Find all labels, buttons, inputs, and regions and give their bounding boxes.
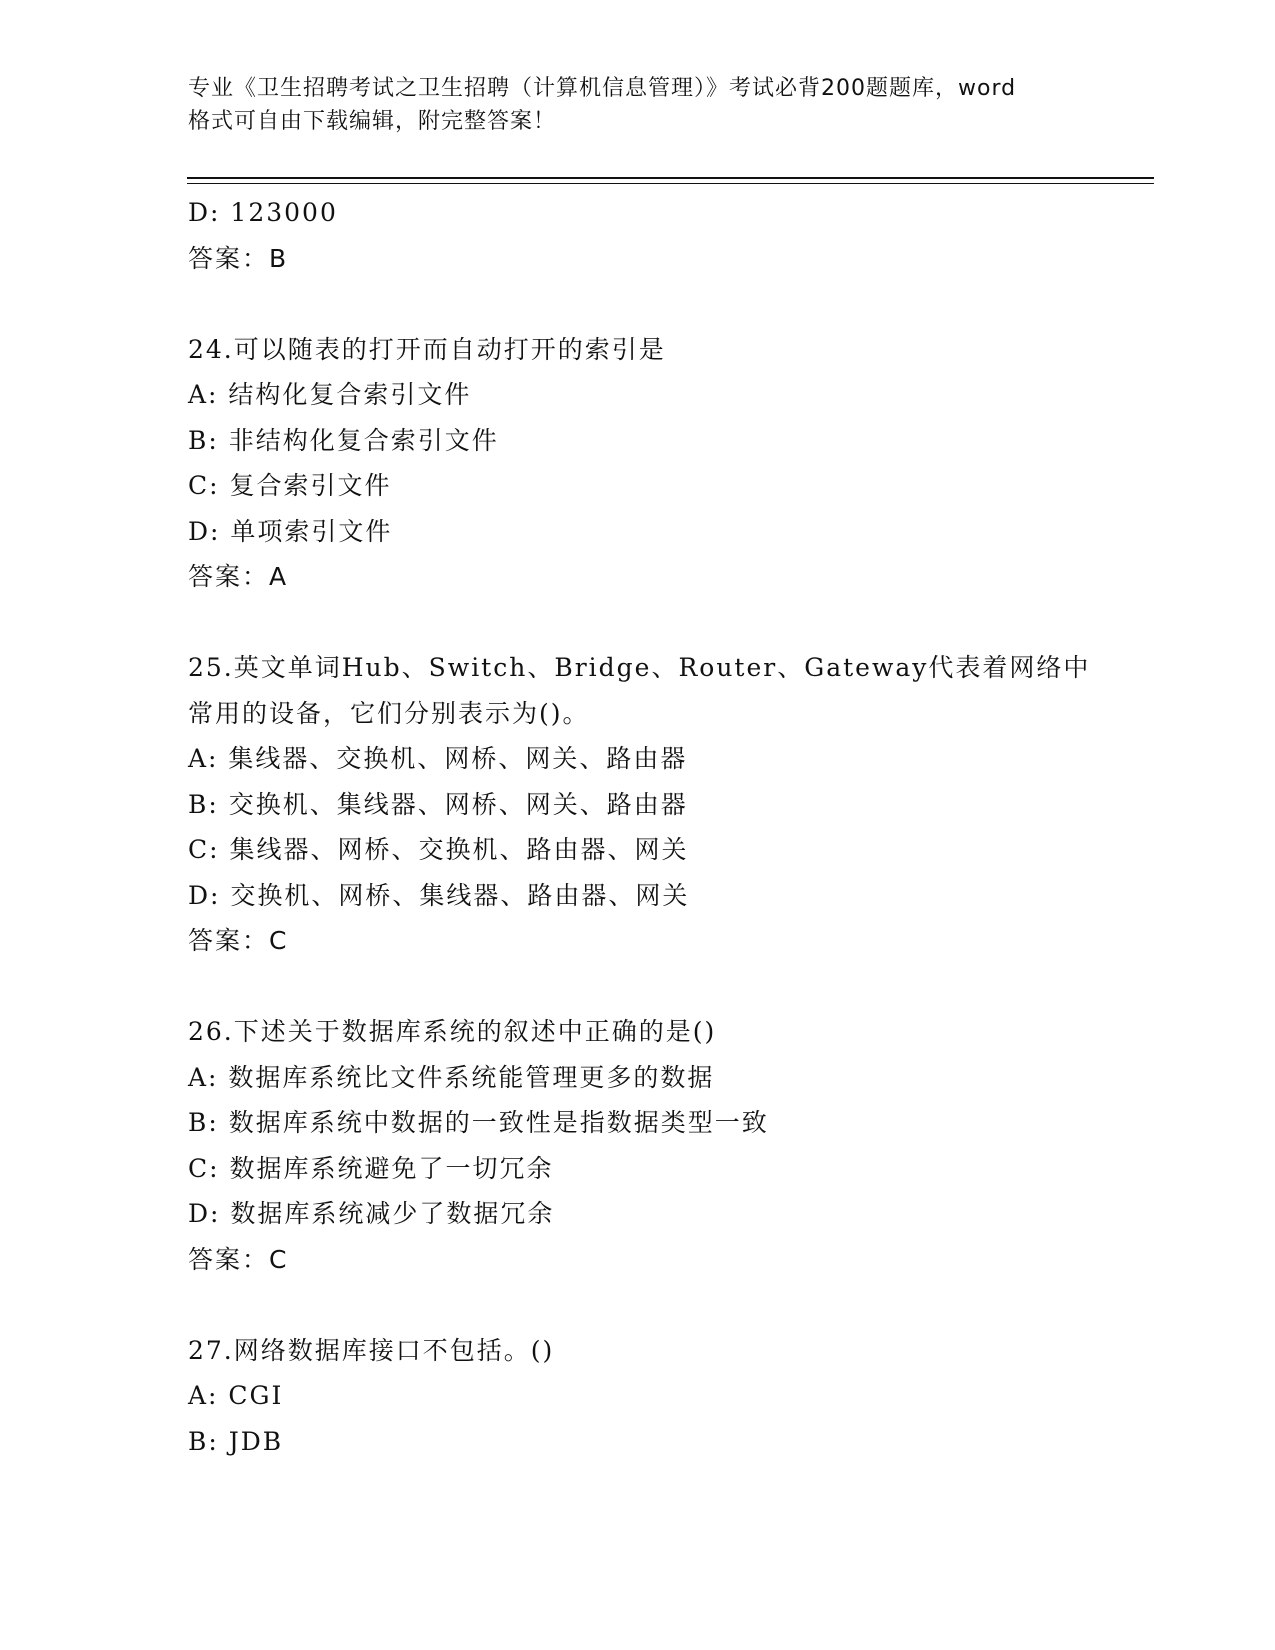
question-stem: 26.下述关于数据库系统的叙述中正确的是() [188,1017,717,1046]
option-b: B: 交换机、集线器、网桥、网关、路由器 [188,789,688,819]
option-a: A: 结构化复合索引文件 [188,380,472,409]
question-27 [188,1328,1148,1465]
question-stem: 24.可以随表的打开而自动打开的索引是 [188,334,666,364]
header-line-2: 格式可自由下载编辑，附完整答案！ [188,109,557,134]
answer: 答案：A [188,562,289,591]
option-b: B: 非结构化复合索引文件 [188,425,499,455]
answer: 答案：C [188,1244,289,1274]
option-d: D: 单项索引文件 [188,516,393,546]
question-list [188,190,1148,1464]
option-d: D: 数据库系统减少了数据冗余 [188,1199,555,1228]
header-rule-thin [187,183,1154,184]
option-a: A: 集线器、交换机、网桥、网关、路由器 [188,744,688,773]
option-d: D: 交换机、网桥、集线器、路由器、网关 [188,880,690,910]
option-b: B: 数据库系统中数据的一致性是指数据类型一致 [188,1108,769,1137]
option-a: A: 数据库系统比文件系统能管理更多的数据 [188,1062,715,1092]
question-stem: 27.网络数据库接口不包括。() [188,1335,555,1365]
question-25 [188,645,1148,964]
option-c: C: 复合索引文件 [188,471,392,500]
header-rule-thick [187,177,1154,179]
carryover-option-d: D: 123000 [188,198,338,227]
question-stem: 25.英文单词Hub、Switch、Bridge、Router、Gateway代表着网络中 [188,653,1091,682]
header-line-1: 专业《卫生招聘考试之卫生招聘（计算机信息管理）》考试必背200题题库，word [188,76,1017,101]
option-b: B: JDB [188,1426,284,1456]
question-24 [188,327,1148,600]
question-stem-cont: 常用的设备，它们分别表示为()。 [188,698,590,728]
answer: 答案：C [188,926,289,955]
option-c: C: 集线器、网桥、交换机、路由器、网关 [188,835,689,864]
carryover-answer: 答案：B [188,243,289,273]
question-26 [188,1009,1148,1282]
document-header [188,72,1088,138]
option-c: C: 数据库系统避免了一切冗余 [188,1153,554,1183]
option-a: A: CGI [188,1381,284,1410]
